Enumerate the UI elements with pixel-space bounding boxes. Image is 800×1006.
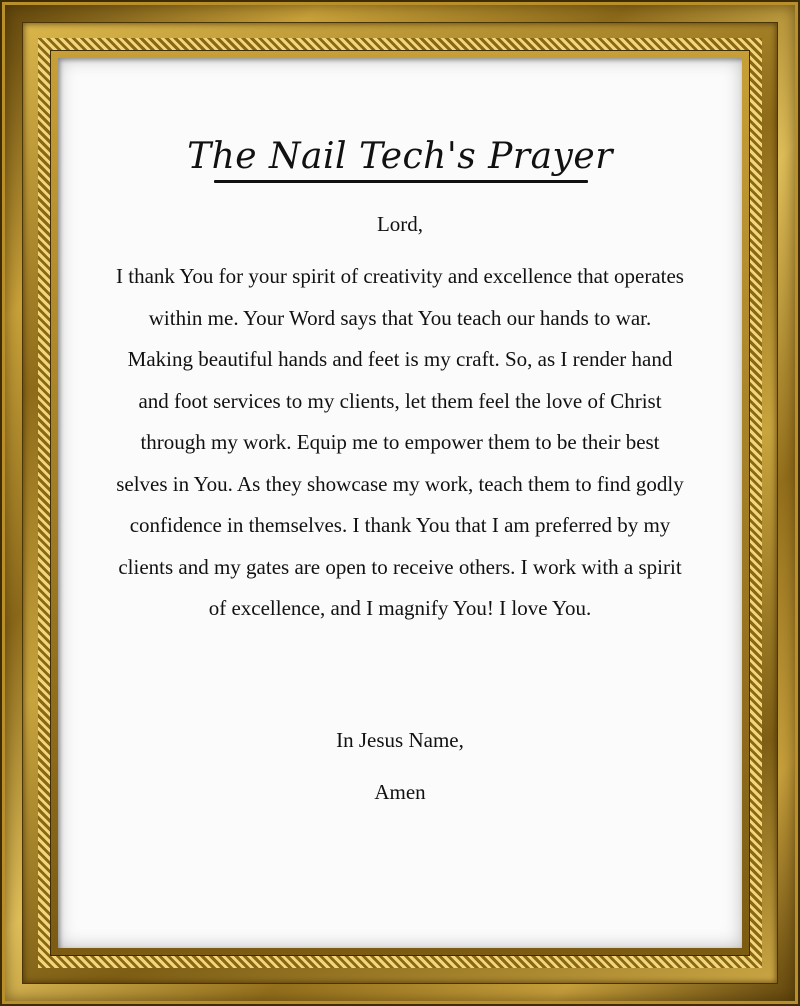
document-title: The Nail Tech's Prayer [187, 136, 613, 177]
title-underline [214, 180, 588, 183]
prayer-body: I thank You for your spirit of creativity and excellence that operates within me. Your Word says that You teach our hands to war. Making beautiful hands and feet is my craft. So, as I render hand and foot services to my clients, let them feel the love of Christ through my work. Equip me to empower them to be their best selves in You. As they showcase my work, teach them to find godly confidence in themselves. I thank You that I am preferred by my clients and my gates are open to receive others. I work with a spirit of excellence, and I magnify You! I love You. [116, 264, 684, 620]
signoff: Amen [374, 780, 426, 804]
prayer-document [58, 58, 742, 948]
closing-line: In Jesus Name, [336, 728, 464, 752]
salutation: Lord, [376, 212, 424, 236]
